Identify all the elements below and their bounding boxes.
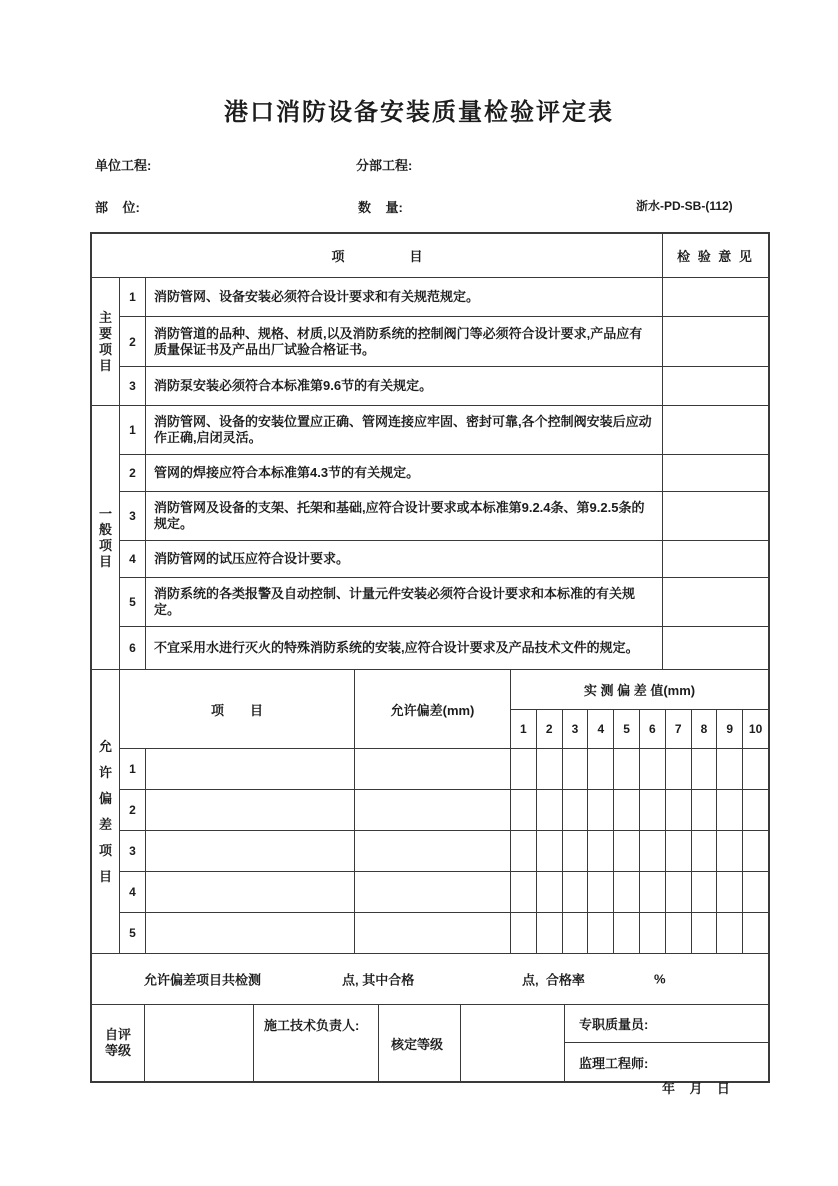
row-number: 1 bbox=[120, 278, 146, 316]
table-row bbox=[120, 540, 768, 577]
deviation-value-cell bbox=[743, 913, 768, 953]
row-number: 5 bbox=[120, 578, 146, 626]
row-number: 4 bbox=[120, 541, 146, 577]
item-text: 消防泵安装必须符合本标准第9.6节的有关规定。 bbox=[146, 367, 663, 405]
deviation-value-cell bbox=[511, 790, 537, 830]
item-text: 消防管网、设备安装必须符合设计要求和有关规范规定。 bbox=[146, 278, 663, 316]
deviation-item-cell bbox=[146, 790, 355, 830]
row-number: 6 bbox=[120, 627, 146, 669]
row-number: 3 bbox=[120, 831, 146, 871]
table-row bbox=[120, 316, 768, 366]
deviation-value-cell bbox=[743, 790, 768, 830]
inspection-opinion-cell bbox=[663, 541, 768, 577]
deviation-value-cell bbox=[666, 790, 692, 830]
row-number: 2 bbox=[120, 455, 146, 491]
verified-rating-value-cell bbox=[461, 1005, 565, 1081]
general-items-section bbox=[92, 405, 768, 669]
deviation-value-cell bbox=[511, 913, 537, 953]
row-number: 5 bbox=[120, 913, 146, 953]
quality-officer-label: 专职质量员: bbox=[579, 1017, 649, 1032]
deviation-value-cell bbox=[640, 872, 666, 912]
deviation-section bbox=[92, 669, 768, 953]
allowed-deviation-cell bbox=[355, 831, 511, 871]
item-text: 不宜采用水进行灭火的特殊消防系统的安装,应符合设计要求及产品技术文件的规定。 bbox=[146, 627, 663, 669]
deviation-value-cell bbox=[640, 749, 666, 789]
deviation-header-row bbox=[120, 670, 768, 748]
deviation-value-cell bbox=[614, 872, 640, 912]
verified-rating-label: 核定等级 bbox=[379, 1005, 461, 1081]
measure-col-header: 9 bbox=[717, 710, 743, 748]
supervisor-label: 监理工程师: bbox=[565, 1042, 768, 1081]
deviation-value-cell bbox=[563, 831, 589, 871]
deviation-row bbox=[120, 748, 768, 789]
deviation-value-cell bbox=[743, 749, 768, 789]
deviation-value-cell bbox=[563, 913, 589, 953]
major-section-label-cell bbox=[92, 278, 120, 405]
deviation-value-cell bbox=[743, 872, 768, 912]
general-section-label-cell bbox=[92, 406, 120, 669]
measured-columns-row bbox=[511, 709, 768, 748]
deviation-value-cell bbox=[588, 790, 614, 830]
item-text: 消防管道的品种、规格、材质,以及消防系统的控制阀门等必须符合设计要求,产品应有质量保证书及产品出厂试验合格证书。 bbox=[146, 317, 663, 366]
deviation-item-cell bbox=[146, 872, 355, 912]
measure-col-header: 2 bbox=[537, 710, 563, 748]
inspection-opinion-cell bbox=[663, 406, 768, 454]
allowed-deviation-cell bbox=[355, 913, 511, 953]
deviation-value-cell bbox=[537, 790, 563, 830]
item-text: 管网的焊接应符合本标准第4.3节的有关规定。 bbox=[146, 455, 663, 491]
deviation-section-label: 允许偏差项目 bbox=[98, 738, 112, 884]
deviation-value-cell bbox=[511, 831, 537, 871]
deviation-value-cell bbox=[666, 831, 692, 871]
deviation-value-cell bbox=[692, 790, 718, 830]
deviation-value-cell bbox=[640, 790, 666, 830]
deviation-value-cell bbox=[563, 749, 589, 789]
allowed-deviation-cell bbox=[355, 749, 511, 789]
measure-col-header: 10 bbox=[748, 722, 763, 736]
inspection-opinion-cell bbox=[663, 627, 768, 669]
general-section-label: 一般项目 bbox=[98, 505, 112, 569]
deviation-item-header: 项 目 bbox=[120, 670, 355, 748]
deviation-value-cell bbox=[537, 749, 563, 789]
deviation-section-label-cell bbox=[92, 670, 120, 953]
row-number: 2 bbox=[120, 317, 146, 366]
deviation-item-cell bbox=[146, 831, 355, 871]
measure-col-header: 1 bbox=[511, 710, 537, 748]
deviation-row bbox=[120, 871, 768, 912]
deviation-value-cell bbox=[640, 831, 666, 871]
table-row bbox=[120, 626, 768, 669]
deviation-value-cell bbox=[614, 831, 640, 871]
table-row bbox=[120, 278, 768, 316]
deviation-value-cell bbox=[743, 831, 768, 871]
deviation-value-cell bbox=[614, 790, 640, 830]
deviation-value-cell bbox=[511, 749, 537, 789]
measure-col-header: 5 bbox=[614, 710, 640, 748]
item-text: 消防管网及设备的支架、托架和基础,应符合设计要求或本标准第9.2.4条、第9.2.5条的规定。 bbox=[146, 492, 663, 540]
deviation-value-cell bbox=[537, 913, 563, 953]
deviation-value-cell bbox=[717, 790, 743, 830]
deviation-value-cell bbox=[692, 749, 718, 789]
unit-project-label: 单位工程: bbox=[95, 158, 152, 173]
deviation-value-cell bbox=[692, 872, 718, 912]
deviation-value-cell bbox=[537, 831, 563, 871]
inspection-opinion-cell bbox=[663, 455, 768, 491]
measured-deviation-header: 实 测 偏 差 值(mm) bbox=[583, 683, 696, 698]
table-row bbox=[120, 366, 768, 405]
major-section-label: 主要项目 bbox=[98, 309, 112, 373]
deviation-value-cell bbox=[666, 749, 692, 789]
page-title: 港口消防设备安装质量检验评定表 bbox=[224, 99, 614, 126]
evaluation-table bbox=[90, 232, 770, 1083]
row-number: 1 bbox=[120, 749, 146, 789]
measure-col-header: 7 bbox=[666, 710, 692, 748]
deviation-value-cell bbox=[614, 749, 640, 789]
measure-col-header: 4 bbox=[588, 710, 614, 748]
major-items-section bbox=[92, 277, 768, 405]
summary-row bbox=[92, 953, 768, 1004]
summary-percent-sign: % bbox=[654, 971, 666, 987]
table-row bbox=[120, 406, 768, 454]
inspection-opinion-cell bbox=[663, 367, 768, 405]
deviation-value-cell bbox=[717, 913, 743, 953]
date-line: 年 月 日 bbox=[662, 1081, 730, 1096]
deviation-item-cell bbox=[146, 913, 355, 953]
row-number: 4 bbox=[120, 872, 146, 912]
measure-col-header: 6 bbox=[640, 710, 666, 748]
deviation-value-cell bbox=[640, 913, 666, 953]
inspection-opinion-cell bbox=[663, 278, 768, 316]
deviation-value-cell bbox=[563, 790, 589, 830]
self-rating-label: 自评等级 bbox=[104, 1027, 131, 1058]
row-number: 3 bbox=[120, 492, 146, 540]
allowed-deviation-header: 允许偏差(mm) bbox=[355, 670, 511, 748]
measure-col-header: 8 bbox=[692, 710, 718, 748]
deviation-value-cell bbox=[614, 913, 640, 953]
self-rating-value-cell bbox=[145, 1005, 254, 1081]
deviation-item-cell bbox=[146, 749, 355, 789]
division-project-label: 分部工程: bbox=[356, 158, 413, 173]
form-code: 浙水-PD-SB-(112) bbox=[636, 199, 733, 213]
part-label: 部 位: bbox=[95, 200, 140, 215]
table-header-row bbox=[92, 234, 768, 277]
allowed-deviation-cell bbox=[355, 790, 511, 830]
self-rating-label-cell bbox=[92, 1005, 145, 1081]
item-text: 消防系统的各类报警及自动控制、计量元件安装必须符合设计要求和本标准的有关规定。 bbox=[146, 578, 663, 626]
deviation-value-cell bbox=[588, 872, 614, 912]
table-row bbox=[120, 577, 768, 626]
deviation-value-cell bbox=[717, 749, 743, 789]
deviation-value-cell bbox=[717, 831, 743, 871]
deviation-value-cell bbox=[537, 872, 563, 912]
item-header: 项 目 bbox=[92, 234, 663, 277]
signature-row bbox=[92, 1004, 768, 1081]
tech-lead-label: 施工技术负责人: bbox=[254, 1005, 379, 1081]
inspection-opinion-cell bbox=[663, 317, 768, 366]
deviation-value-cell bbox=[717, 872, 743, 912]
deviation-value-cell bbox=[588, 913, 614, 953]
summary-qualified-label: 点, 其中合格 bbox=[342, 972, 415, 988]
inspection-opinion-cell bbox=[663, 578, 768, 626]
inspection-header: 检 验 意 见 bbox=[677, 249, 754, 264]
measure-col-header: 3 bbox=[563, 710, 589, 748]
table-row bbox=[120, 491, 768, 540]
deviation-value-cell bbox=[692, 831, 718, 871]
deviation-row bbox=[120, 830, 768, 871]
summary-rate-label: 点, 合格率 bbox=[522, 972, 585, 988]
quantity-label: 数 量: bbox=[358, 200, 403, 215]
row-number: 3 bbox=[120, 367, 146, 405]
deviation-value-cell bbox=[511, 872, 537, 912]
table-row bbox=[120, 454, 768, 491]
deviation-value-cell bbox=[588, 831, 614, 871]
inspection-opinion-cell bbox=[663, 492, 768, 540]
summary-checked-label: 允许偏差项目共检测 bbox=[144, 972, 262, 988]
deviation-value-cell bbox=[563, 872, 589, 912]
deviation-value-cell bbox=[666, 872, 692, 912]
row-number: 1 bbox=[120, 406, 146, 454]
deviation-row bbox=[120, 912, 768, 953]
item-text: 消防管网的试压应符合设计要求。 bbox=[146, 541, 663, 577]
row-number: 2 bbox=[120, 790, 146, 830]
item-text: 消防管网、设备的安装位置应正确、管网连接应牢固、密封可靠,各个控制阀安装后应动作正确,启闭灵活。 bbox=[146, 406, 663, 454]
deviation-value-cell bbox=[692, 913, 718, 953]
deviation-value-cell bbox=[588, 749, 614, 789]
allowed-deviation-cell bbox=[355, 872, 511, 912]
deviation-row bbox=[120, 789, 768, 830]
deviation-value-cell bbox=[666, 913, 692, 953]
